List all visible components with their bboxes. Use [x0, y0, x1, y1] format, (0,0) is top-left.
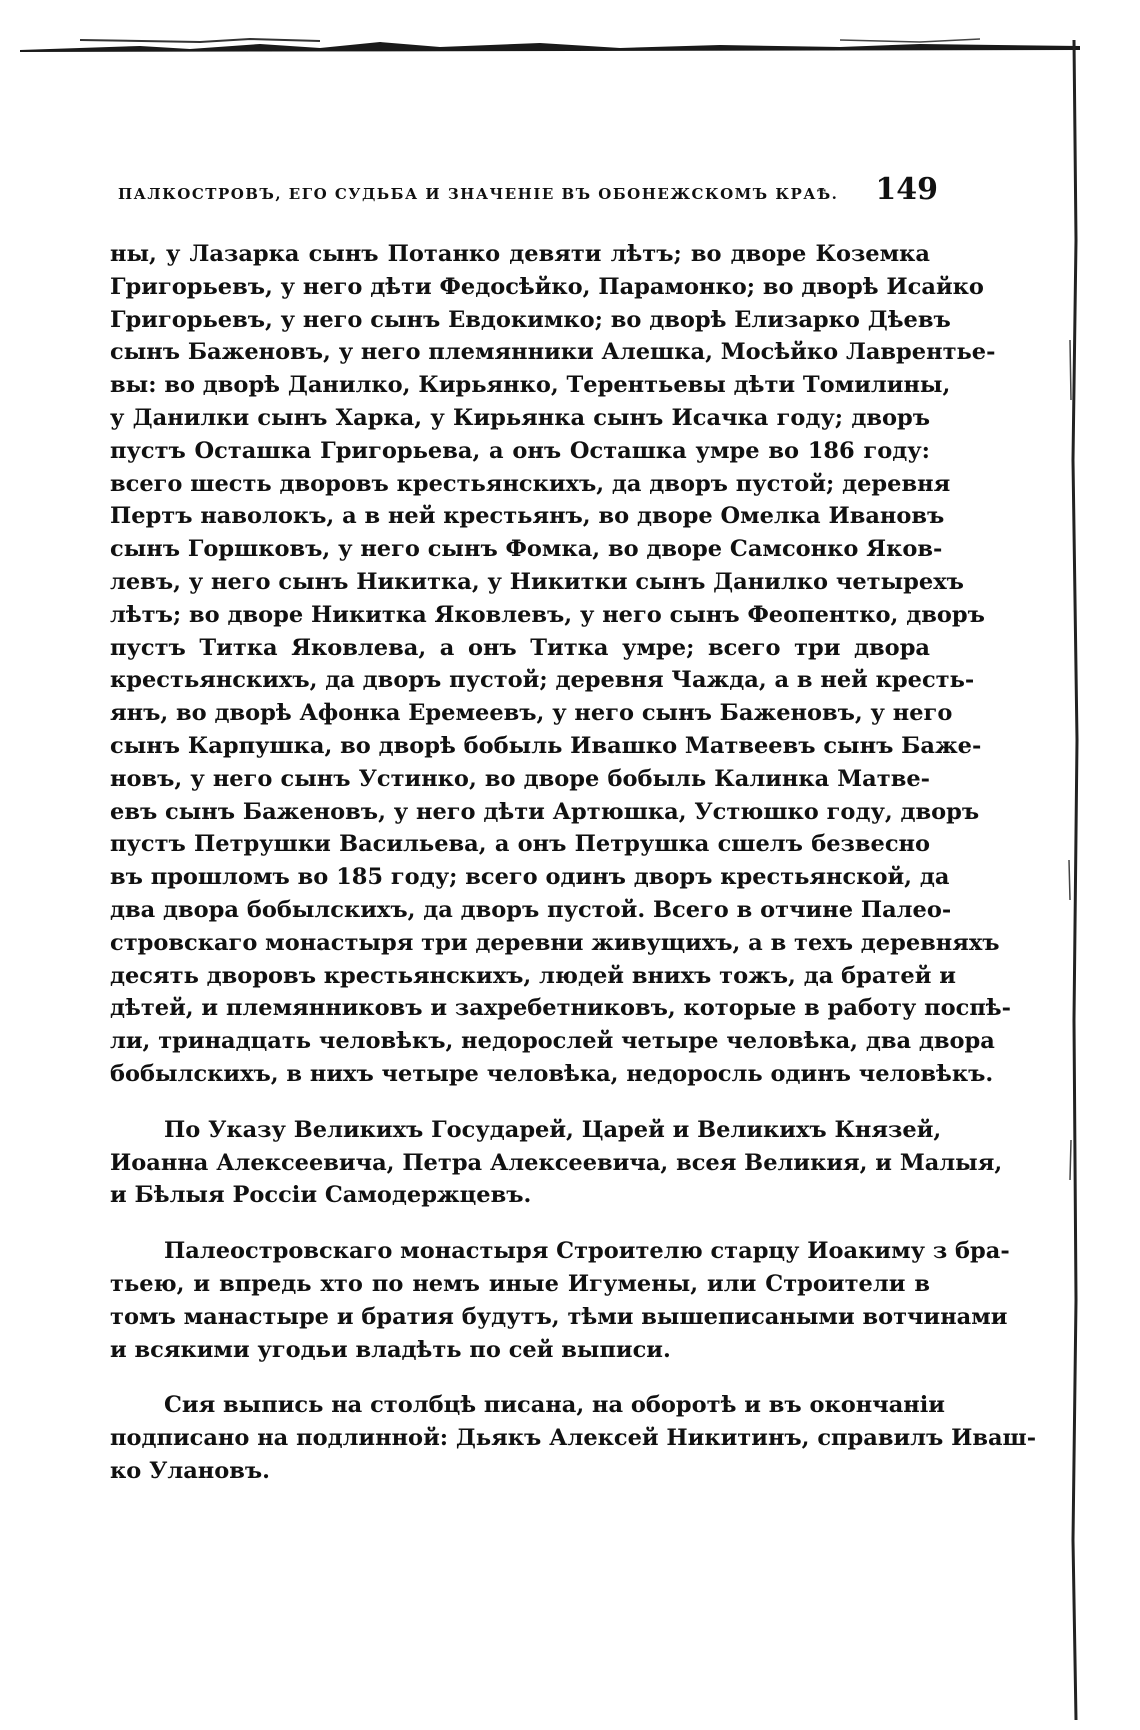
paragraph-gap — [110, 1366, 930, 1389]
text-line: пустъ Титка Яковлева, а онъ Титка умре; всего три двора — [110, 634, 930, 661]
paragraph-list — [110, 238, 1037, 1488]
running-header — [118, 172, 938, 212]
paragraph — [110, 1235, 1010, 1366]
text-line: Григорьевъ, у него дѣти Федосѣйко, Парамонко; во дворѣ Исайко — [110, 273, 984, 300]
text-line: крестьянскихъ, да дворъ пустой; деревня Чажда, а в ней кресть- — [110, 667, 975, 694]
text-line: вы: во дворѣ Данилко, Кирьянко, Терентьевы дѣти Томилины, — [110, 372, 951, 399]
scan-top-edge-artifact — [20, 38, 1080, 54]
text-line: Палеостровскаго монастыря Строителю старцу Иоакиму з бра- — [164, 1238, 1010, 1265]
paragraph-gap — [110, 1091, 930, 1114]
text-line: левъ, у него сынъ Никитка, у Никитки сынъ Данилко четырехъ — [110, 568, 964, 595]
text-line: лѣтъ; во дворе Никитка Яковлевъ, у него сынъ Феопентко, дворъ — [110, 601, 985, 628]
text-line: два двора бобылскихъ, да дворъ пустой. Всего в отчине Палео- — [110, 896, 952, 923]
text-line: бобылскихъ, в нихъ четыре человѣка, недоросль одинъ человѣкъ. — [110, 1060, 994, 1087]
text-line: По Указу Великихъ Государей, Царей и Великихъ Князей, — [164, 1116, 942, 1143]
text-line: ны, у Лазарка сынъ Потанко девяти лѣтъ; во дворе Коземка — [110, 241, 930, 267]
text-line: Иоанна Алексеевича, Петра Алексеевича, всея Великия, и Малыя, — [110, 1149, 1003, 1176]
text-line: сынъ Баженовъ, у него племянники Алешка, Мосѣйко Лаврентье- — [110, 339, 996, 366]
text-line: янъ, во дворѣ Афонка Еремеевъ, у него сынъ Баженовъ, у него — [110, 700, 953, 727]
text-line: сынъ Карпушка, во дворѣ бобыль Ивашко Матвеевъ сынъ Баже- — [110, 732, 982, 759]
text-line: новъ, у него сынъ Устинко, во дворе бобыль Калинка Матве- — [110, 765, 930, 792]
page-number: 149 — [875, 172, 938, 207]
text-line: ко Улановъ. — [110, 1457, 270, 1484]
text-line: десять дворовъ крестьянскихъ, людей внихъ тожъ, да братей и — [110, 962, 956, 989]
running-title: ПАЛКОСТРОВЪ, ЕГО СУДЬБА И ЗНАЧЕНІЕ ВЪ ОБОНЕЖСКОМЪ КРАѢ. — [118, 185, 839, 203]
text-line: Григорьевъ, у него сынъ Евдокимко; во дворѣ Елизарко Дѣевъ — [110, 306, 951, 333]
paragraph — [110, 1114, 1003, 1212]
text-line: дѣтей, и племянниковъ и захребетниковъ, которые в работу поспѣ- — [110, 995, 1011, 1022]
text-line: пустъ Осташка Григорьева, а онъ Осташка умре во 186 году: — [110, 437, 930, 464]
text-line: стровскаго монастыря три деревни живущихъ, а в техъ деревняхъ — [110, 929, 1000, 956]
text-line: Пертъ наволокъ, а в ней крестьянъ, во дворе Омелка Ивановъ — [110, 503, 945, 530]
scan-right-edge-artifact — [1068, 40, 1082, 1720]
text-line: пустъ Петрушки Васильева, а онъ Петрушка сшелъ безвесно — [110, 831, 930, 858]
text-line: въ прошломъ во 185 году; всего одинъ дворъ крестьянской, да — [110, 864, 950, 891]
text-line: всего шесть дворовъ крестьянскихъ, да дворъ пустой; деревня — [110, 470, 951, 497]
text-line: подписано на подлинной: Дьякъ Алексей Никитинъ, справилъ Иваш- — [110, 1425, 1037, 1452]
body-text — [110, 238, 1037, 1488]
text-line: тьею, и впредь хто по немъ иные Игумены, или Строители в — [110, 1270, 930, 1297]
text-line: и Бѣлыя Россіи Самодержцевъ. — [110, 1182, 532, 1209]
text-line: и всякими угодьи владѣть по сей выписи. — [110, 1336, 671, 1363]
text-line: Сия выпись на столбцѣ писана, на оборотѣ и въ окончаніи — [164, 1392, 945, 1419]
text-line: сынъ Горшковъ, у него сынъ Фомка, во дворе Самсонко Яков- — [110, 536, 943, 563]
paragraph-gap — [110, 1212, 930, 1235]
text-line: томъ манастыре и братия будутъ, тѣми вышеписаными вотчинами — [110, 1303, 1008, 1330]
text-line: ли, тринадцать человѣкъ, недорослей четыре человѣка, два двора — [110, 1028, 995, 1055]
paragraph — [110, 1389, 1037, 1487]
paragraph — [110, 238, 1011, 1091]
text-line: у Данилки сынъ Харка, у Кирьянка сынъ Исачка году; дворъ — [110, 404, 930, 431]
text-line: евъ сынъ Баженовъ, у него дѣти Артюшка, Устюшко году, дворъ — [110, 798, 980, 825]
